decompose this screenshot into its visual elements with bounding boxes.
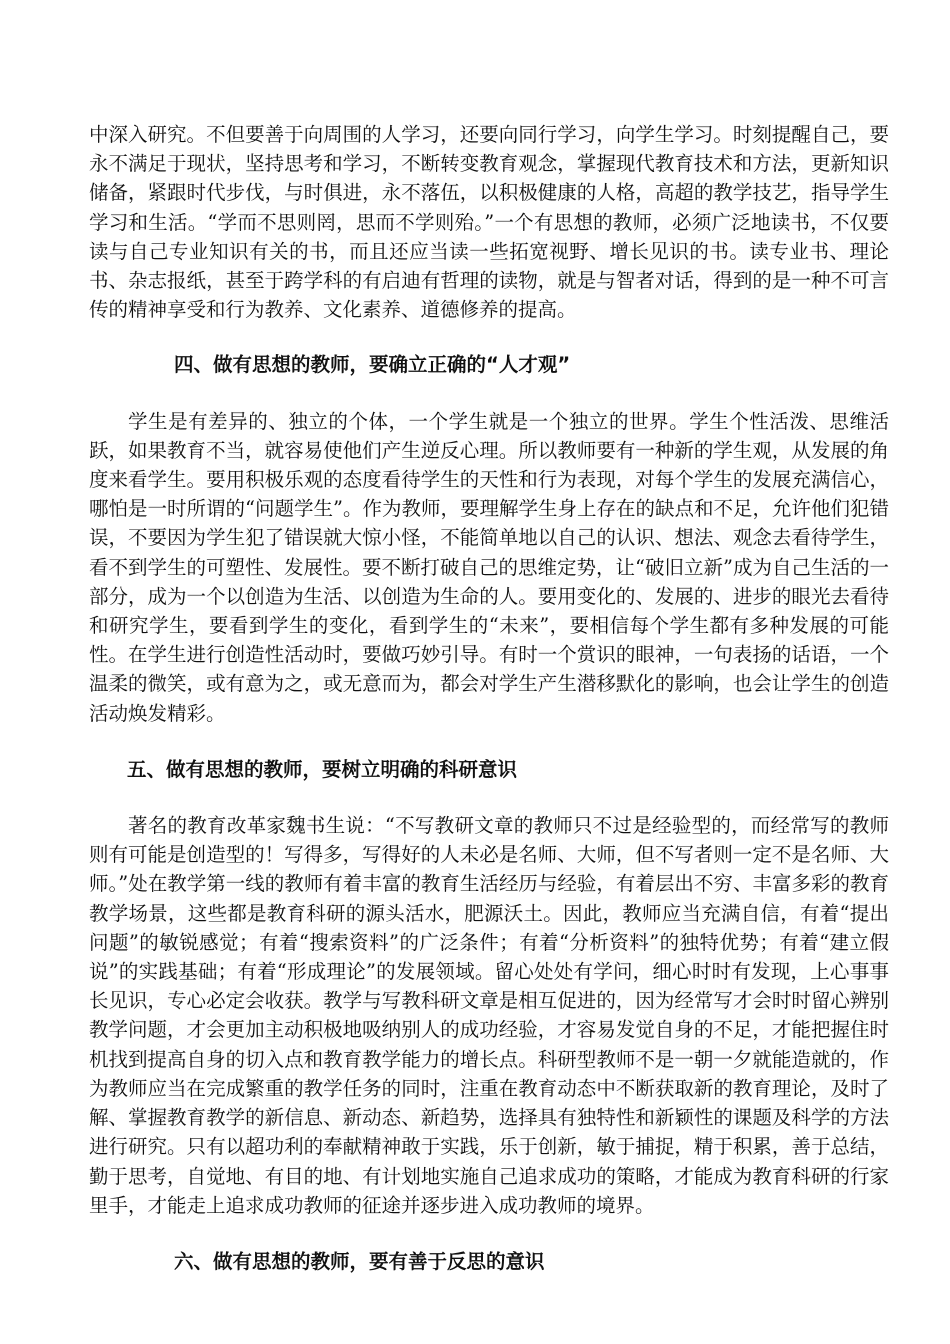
section-heading-6: 六、做有思想的教师，要有善于反思的意识 [174,1249,545,1273]
section-heading-5: 五、做有思想的教师，要树立明确的科研意识 [127,757,518,781]
document-page [89,120,889,1276]
paragraph-section-5: 著名的教育改革家魏书生说：“不写教研文章的教师只不过是经验型的，而经常写的教师则有可能是创造型的！写得多，写得好的人未必是名师、大师，但不写者则一定不是名师、大师。”处在教学第一线的教师有着丰富的教育生活经历与经验，有着层出不穷、丰富多彩的教育教学场景，这些都是教育科研的源头活水，肥源沃土。因此，教师应当充满自信，有着“提出问题”的敏锐感觉；有着“搜索资料”的广泛条件；有着“分析资料”的独特优势；有着“建立假说”的实践基础；有着“形成理论”的发展领域。留心处处有学问，细心时时有发现，上心事事长见识，专心必定会收获。教学与写教科研文章是相互促进的，因为经常写才会时时留心辨别教学问题，才会更加主动积极地吸纳别人的成功经验，才容易发觉自身的不足，才能把握住时机找到提高自身的切入点和教育教学能力的增长点。科研型教师不是一朝一夕就能造就的，作为教师应当在完成繁重的教学任务的同时，注重在教育动态中不断获取新的教育理论，及时了解、掌握教育教学的新信息、新动态、新趋势，选择具有独特性和新颖性的课题及科学的方法进行研究。只有以超功利的奉献精神敢于实践，乐于创新，敏于捕捉，精于积累，善于总结，勤于思考，自觉地、有目的地、有计划地实施自己追求成功的策略，才能成为教育科研的行家里手，才能走上追求成功教师的征途并逐步进入成功教师的境界。 [89,814,889,1217]
paragraph-continued: 中深入研究。不但要善于向周围的人学习，还要向同行学习，向学生学习。时刻提醒自己，要永不满足于现状，坚持思考和学习，不断转变教育观念，掌握现代教育技术和方法，更新知识储备，紧跟时代步伐，与时俱进，永不落伍，以积极健康的人格，高超的教学技艺，指导学生学习和生活。“学而不思则罔，思而不学则殆。”一个有思想的教师，必须广泛地读书，不仅要读与自己专业知识有关的书，而且还应当读一些拓宽视野、增长见识的书。读专业书、理论书、杂志报纸，甚至于跨学科的有启迪有哲理的读物，就是与智者对话，得到的是一种不可言传的精神享受和行为教养、文化素养、道德修养的提高。 [89,123,889,322]
section-heading-4: 四、做有思想的教师，要确立正确的“人才观” [174,353,571,377]
paragraph-section-4: 学生是有差异的、独立的个体，一个学生就是一个独立的世界。学生个性活泼、思维活跃，如果教育不当，就容易使他们产生逆反心理。所以教师要有一种新的学生观，从发展的角度来看学生。要用积极乐观的态度看待学生的天性和行为表现，对每个学生的发展充满信心，哪怕是一时所谓的“问题学生”。作为教师，要理解学生身上存在的缺点和不足，允许他们犯错误，不要因为学生犯了错误就大惊小怪，不能简单地以自己的认识、想法、观念去看待学生，看不到学生的可塑性、发展性。要不断打破自己的思维定势，让“破旧立新”成为自己生活的一部分，成为一个以创造为生活、以创造为生命的人。要用变化的、发展的、进步的眼光去看待和研究学生，要看到学生的变化，看到学生的“未来”，要相信每个学生都有多种发展的可能性。在学生进行创造性活动时，要做巧妙引导。有时一个赏识的眼神，一句表扬的话语，一个温柔的微笑，或有意为之，或无意而为，都会对学生产生潜移默化的影响，也会让学生的创造活动焕发精彩。 [89,409,889,725]
